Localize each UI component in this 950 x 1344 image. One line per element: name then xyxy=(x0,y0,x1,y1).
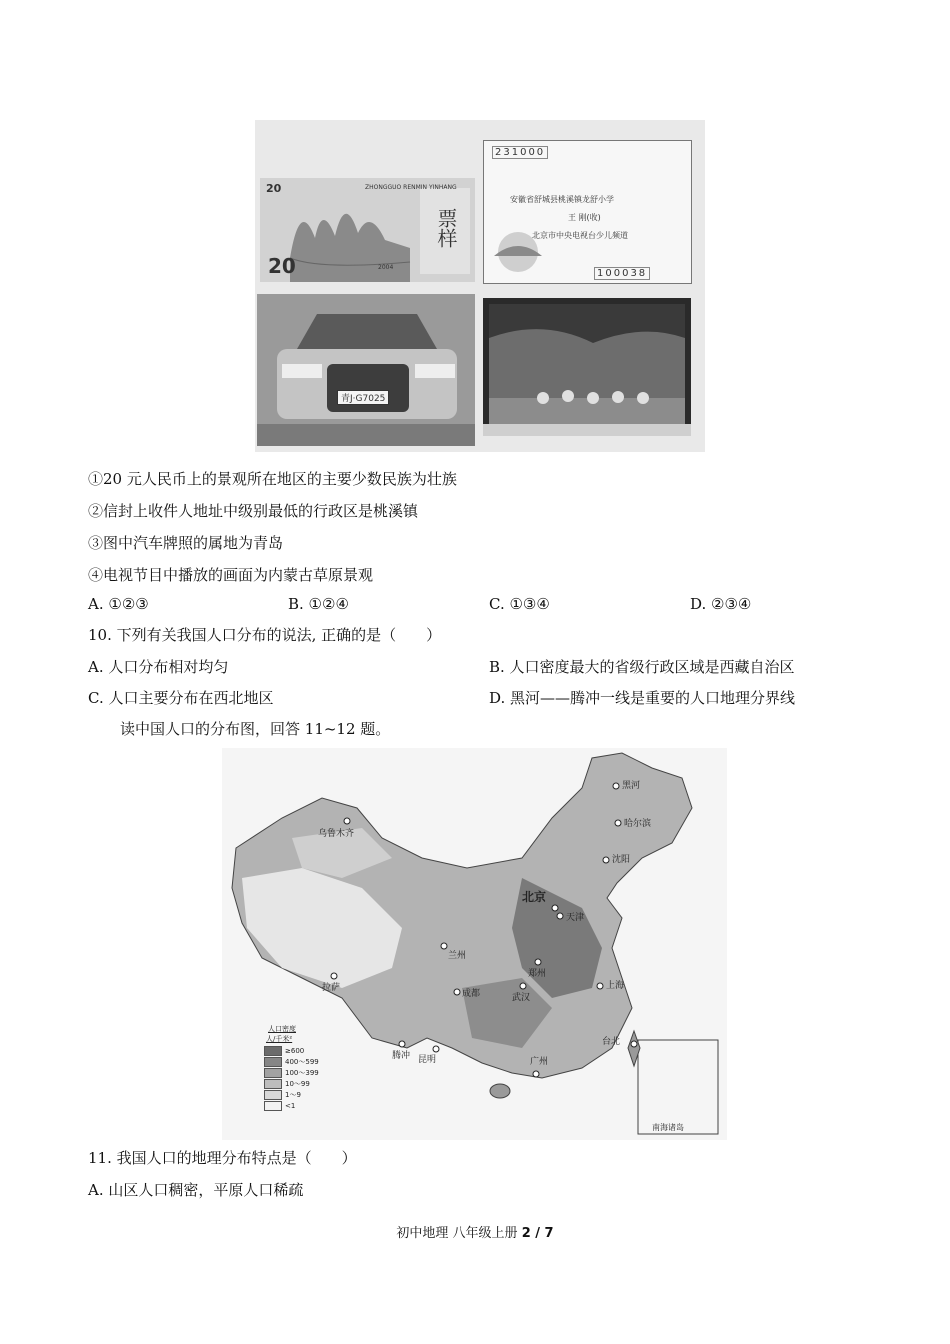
map-city-guangzhou: 广州 xyxy=(530,1057,549,1067)
map-city-beijing: 北京 xyxy=(522,890,547,904)
statement-1: ①20 元人民币上的景观所在地区的主要少数民族为壮族 xyxy=(88,470,457,488)
tv-photo xyxy=(483,298,691,436)
map-city-tianjin: 天津 xyxy=(566,913,585,923)
envelope-address-line-2: 北京市中央电视台少儿频道 xyxy=(532,231,628,240)
car-front-image xyxy=(257,294,475,446)
banknote-photo xyxy=(260,178,475,282)
map-legend-item-4: 10～99 xyxy=(264,1079,310,1089)
map-legend-item-6: <1 xyxy=(264,1101,295,1111)
photo-collage xyxy=(255,120,705,452)
banknote-specimen-stamp: 票样 xyxy=(434,208,458,248)
footer-page-number: 2 / 7 xyxy=(521,1226,554,1241)
map-city-chengdu: 成都 xyxy=(462,989,481,999)
banknote-bank-name: ZHONGGUO RENMIN YINHANG xyxy=(365,184,457,191)
q10-option-d: D. 黑河——腾冲一线是重要的人口地理分界线 xyxy=(489,689,796,707)
map-legend-title: 人口密度 xyxy=(268,1025,296,1033)
banknote-denomination-top: 20 xyxy=(266,182,282,195)
tv-grassland-scene xyxy=(483,298,691,436)
map-legend-item-5: 1～9 xyxy=(264,1090,301,1100)
map-city-harbin: 哈尔滨 xyxy=(624,819,652,829)
envelope-sender-postcode: 231000 xyxy=(492,146,548,159)
map-inset-label: 南海诸岛 xyxy=(652,1123,684,1132)
banknote-serial: 2004 xyxy=(378,264,394,271)
envelope-photo xyxy=(483,140,692,284)
map-city-zhengzhou: 郑州 xyxy=(528,969,547,979)
q10-option-c: C. 人口主要分布在西北地区 xyxy=(88,689,274,707)
q9-option-c: C. ①③④ xyxy=(489,595,550,613)
envelope-landscape-emblem xyxy=(486,226,556,276)
map-city-shenyang: 沈阳 xyxy=(612,855,631,865)
map-city-lanzhou: 兰州 xyxy=(448,951,467,961)
envelope-address-line-1: 安徽省舒城县桃溪镇龙舒小学 xyxy=(510,195,614,204)
statement-3: ③图中汽车牌照的属地为青岛 xyxy=(88,534,284,552)
map-city-heihe: 黑河 xyxy=(622,781,641,791)
map-city-urumqi: 乌鲁木齐 xyxy=(318,829,355,839)
q11-option-a: A. 山区人口稠密，平原人口稀疏 xyxy=(88,1181,304,1199)
q11-stem: 11. 我国人口的地理分布特点是（ ） xyxy=(88,1149,357,1167)
q9-option-a: A. ①②③ xyxy=(88,595,149,613)
map-instruction: 读中国人口的分布图，回答 11~12 题。 xyxy=(120,720,391,738)
q10-option-b: B. 人口密度最大的省级行政区域是西藏自治区 xyxy=(489,658,795,676)
envelope-recipient-name: 王 刚(收) xyxy=(568,213,601,222)
car-license-plate: 青J·G7025 xyxy=(337,390,389,405)
banknote-denomination-bottom: 20 xyxy=(268,254,296,278)
map-city-kunming: 昆明 xyxy=(418,1055,437,1065)
map-legend-item-2: 400～599 xyxy=(264,1057,319,1067)
footer-text: 初中地理 八年级上册 xyxy=(396,1226,522,1241)
map-city-shanghai: 上海 xyxy=(606,981,625,991)
statement-4: ④电视节目中播放的画面为内蒙古草原景观 xyxy=(88,566,374,584)
page-footer xyxy=(0,1222,950,1241)
map-legend-unit: 人/千米² xyxy=(266,1035,293,1043)
car-photo xyxy=(257,294,475,446)
map-city-lhasa: 拉萨 xyxy=(322,983,341,993)
map-city-taipei: 台北 xyxy=(602,1037,621,1047)
china-population-map xyxy=(222,748,727,1140)
envelope-recipient-postcode: 100038 xyxy=(594,267,650,280)
map-legend-item-3: 100～399 xyxy=(264,1068,319,1078)
q10-stem: 10. 下列有关我国人口分布的说法, 正确的是（ ） xyxy=(88,626,442,644)
q10-option-a: A. 人口分布相对均匀 xyxy=(88,658,229,676)
statement-2: ②信封上收件人地址中级别最低的行政区是桃溪镇 xyxy=(88,502,419,520)
q9-option-b: B. ①②④ xyxy=(288,595,349,613)
map-city-wuhan: 武汉 xyxy=(512,993,531,1003)
map-legend-item-1: ≥600 xyxy=(264,1046,304,1056)
map-city-tengchong: 腾冲 xyxy=(392,1051,411,1061)
q9-option-d: D. ②③④ xyxy=(690,595,752,613)
